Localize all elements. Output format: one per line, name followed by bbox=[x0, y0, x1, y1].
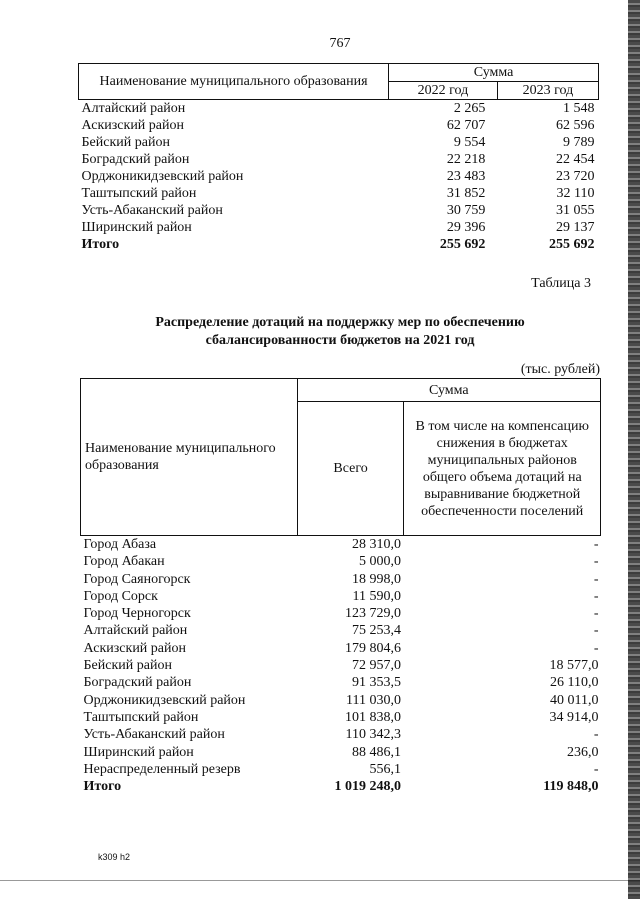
table-title-line-2: сбалансированности бюджетов на 2021 год bbox=[205, 333, 475, 348]
t1-row-2022: 2 265 bbox=[453, 101, 486, 116]
t2-row-incl: - bbox=[593, 640, 599, 656]
t1-row-2023: 9 789 bbox=[563, 135, 595, 150]
t2-header-total: Всего bbox=[297, 402, 404, 536]
t2-row-incl: 236,0 bbox=[567, 744, 599, 760]
table-row bbox=[81, 640, 601, 657]
t1-header-name: Наименование муниципального образования bbox=[79, 64, 389, 100]
t2-row-name: Ширинский район bbox=[83, 744, 194, 760]
t1-row-2023: 23 720 bbox=[556, 169, 595, 184]
t1-row-2022: 62 707 bbox=[446, 118, 486, 133]
table-row bbox=[81, 553, 601, 570]
footer-code: k309 h2 bbox=[98, 852, 131, 862]
t2-row-total: 11 590,0 bbox=[352, 588, 401, 604]
t1-total-2023: 255 692 bbox=[549, 237, 595, 252]
table-title-line-1: Распределение дотаций на поддержку мер по обеспечению bbox=[155, 315, 525, 330]
t1-row-name: Орджоникидзевский район bbox=[81, 169, 244, 184]
t1-row-2022: 22 218 bbox=[446, 152, 486, 167]
table-row bbox=[81, 622, 601, 639]
t2-row-total: 101 838,0 bbox=[344, 709, 401, 725]
t2-total-row bbox=[81, 778, 601, 795]
t2-row-total: 88 486,1 bbox=[351, 744, 401, 760]
t1-row-name: Алтайский район bbox=[81, 101, 186, 116]
t1-total-label: Итого bbox=[81, 237, 120, 252]
table-row bbox=[81, 744, 601, 761]
t2-row-total: 72 957,0 bbox=[351, 658, 401, 674]
t2-row-name: Город Абакан bbox=[83, 554, 165, 570]
t2-row-incl: - bbox=[593, 537, 599, 552]
t1-header-2023: 2023 год bbox=[497, 82, 598, 100]
t1-row-name: Ширинский район bbox=[81, 220, 192, 235]
t2-row-total: 110 342,3 bbox=[345, 727, 401, 743]
page-number: 767 bbox=[329, 36, 351, 51]
t2-row-name: Аскизский район bbox=[83, 640, 186, 656]
table-row bbox=[79, 117, 599, 134]
t1-total-row bbox=[79, 236, 599, 253]
table-row bbox=[79, 168, 599, 185]
t2-row-incl: - bbox=[593, 761, 599, 777]
t1-row-2022: 23 483 bbox=[446, 169, 486, 184]
t2-header-name: Наименование муниципального образования bbox=[81, 379, 298, 536]
t2-row-name: Усть-Абаканский район bbox=[83, 727, 225, 743]
t1-header-2022: 2022 год bbox=[389, 82, 498, 100]
t2-row-name: Алтайский район bbox=[83, 623, 188, 639]
t2-row-total: 5 000,0 bbox=[358, 554, 401, 570]
t1-header-sum: Сумма bbox=[389, 64, 599, 82]
table-caption: Таблица 3 bbox=[531, 276, 591, 291]
table-row bbox=[79, 219, 599, 236]
t1-total-2022: 255 692 bbox=[439, 237, 486, 252]
t2-total-incl: 119 848,0 bbox=[543, 779, 599, 795]
t2-row-total: 91 353,5 bbox=[351, 675, 401, 691]
table-row bbox=[81, 709, 601, 726]
t2-total-label: Итого bbox=[83, 779, 122, 795]
table-row bbox=[79, 185, 599, 202]
table-row bbox=[81, 726, 601, 743]
t2-row-incl: - bbox=[593, 554, 599, 570]
t1-row-2022: 29 396 bbox=[446, 220, 486, 235]
table-row bbox=[81, 674, 601, 691]
table-row bbox=[79, 202, 599, 219]
t2-row-incl: - bbox=[593, 623, 599, 639]
t2-row-incl: - bbox=[593, 606, 599, 622]
t1-row-2023: 32 110 bbox=[556, 186, 595, 201]
units-label: (тыс. рублей) bbox=[520, 362, 600, 377]
t2-row-incl: 40 011,0 bbox=[550, 692, 599, 708]
t1-row-2022: 9 554 bbox=[453, 135, 486, 150]
t2-row-incl: 26 110,0 bbox=[550, 675, 599, 691]
t2-row-name: Бейский район bbox=[83, 658, 172, 674]
t2-row-name: Таштыпский район bbox=[83, 709, 199, 725]
t2-row-incl: - bbox=[593, 727, 599, 743]
t1-row-name: Таштыпский район bbox=[81, 186, 197, 201]
scan-edge bbox=[628, 0, 640, 899]
t2-row-incl: - bbox=[593, 588, 599, 604]
t2-row-total: 75 253,4 bbox=[351, 623, 401, 639]
t1-row-name: Аскизский район bbox=[81, 118, 184, 133]
t2-row-name: Город Черногорск bbox=[83, 606, 191, 622]
t2-row-name: Боградский район bbox=[83, 675, 192, 691]
t2-row-incl: 18 577,0 bbox=[549, 658, 599, 674]
subsidy-table-2021 bbox=[80, 378, 601, 795]
t1-row-2023: 29 137 bbox=[556, 220, 595, 235]
t2-total-all: 1 019 248,0 bbox=[334, 779, 401, 795]
t2-row-total: 123 729,0 bbox=[344, 606, 401, 622]
t2-row-total: 556,1 bbox=[369, 761, 401, 777]
t1-row-2022: 30 759 bbox=[446, 203, 486, 218]
table-row bbox=[81, 588, 601, 605]
t2-row-name: Город Саяногорск bbox=[83, 571, 191, 587]
t2-row-total: 18 998,0 bbox=[351, 571, 401, 587]
t1-row-2023: 22 454 bbox=[556, 152, 595, 167]
table-title bbox=[0, 314, 640, 350]
t2-row-name: Орджоникидзевский район bbox=[83, 692, 246, 708]
t1-row-2023: 1 548 bbox=[563, 101, 595, 116]
t2-row-name: Город Абаза bbox=[83, 537, 157, 552]
subsidy-table-2022-2023 bbox=[78, 63, 599, 253]
t1-row-name: Боградский район bbox=[81, 152, 190, 167]
table-row bbox=[79, 100, 599, 118]
t2-row-name: Нераспределенный резерв bbox=[83, 761, 241, 777]
t1-row-2023: 62 596 bbox=[556, 118, 595, 133]
t1-row-2023: 31 055 bbox=[556, 203, 595, 218]
t2-row-total: 111 030,0 bbox=[346, 692, 401, 708]
table-row bbox=[81, 761, 601, 778]
table-row bbox=[81, 657, 601, 674]
page-bottom-rule bbox=[0, 880, 640, 881]
t2-row-incl: - bbox=[593, 571, 599, 587]
t2-row-incl: 34 914,0 bbox=[549, 709, 599, 725]
table-row bbox=[81, 571, 601, 588]
t1-body bbox=[79, 100, 599, 237]
t2-header-incl: В том числе на компенсацию снижения в бюджетах муниципальных районов общего объема дотаций на выравнивание бюджетной обеспеченности поселений bbox=[404, 402, 601, 536]
t2-body bbox=[81, 536, 601, 779]
t2-row-total: 179 804,6 bbox=[344, 640, 401, 656]
t1-row-2022: 31 852 bbox=[446, 186, 486, 201]
t1-row-name: Усть-Абаканский район bbox=[81, 203, 223, 218]
t2-row-name: Город Сорск bbox=[83, 588, 158, 604]
table-row bbox=[81, 692, 601, 709]
table-row bbox=[79, 134, 599, 151]
t2-row-total: 28 310,0 bbox=[351, 537, 401, 552]
table-row bbox=[81, 605, 601, 622]
t2-header-sum: Сумма bbox=[297, 379, 600, 402]
t1-row-name: Бейский район bbox=[81, 135, 170, 150]
table-row bbox=[79, 151, 599, 168]
table-row bbox=[81, 536, 601, 554]
